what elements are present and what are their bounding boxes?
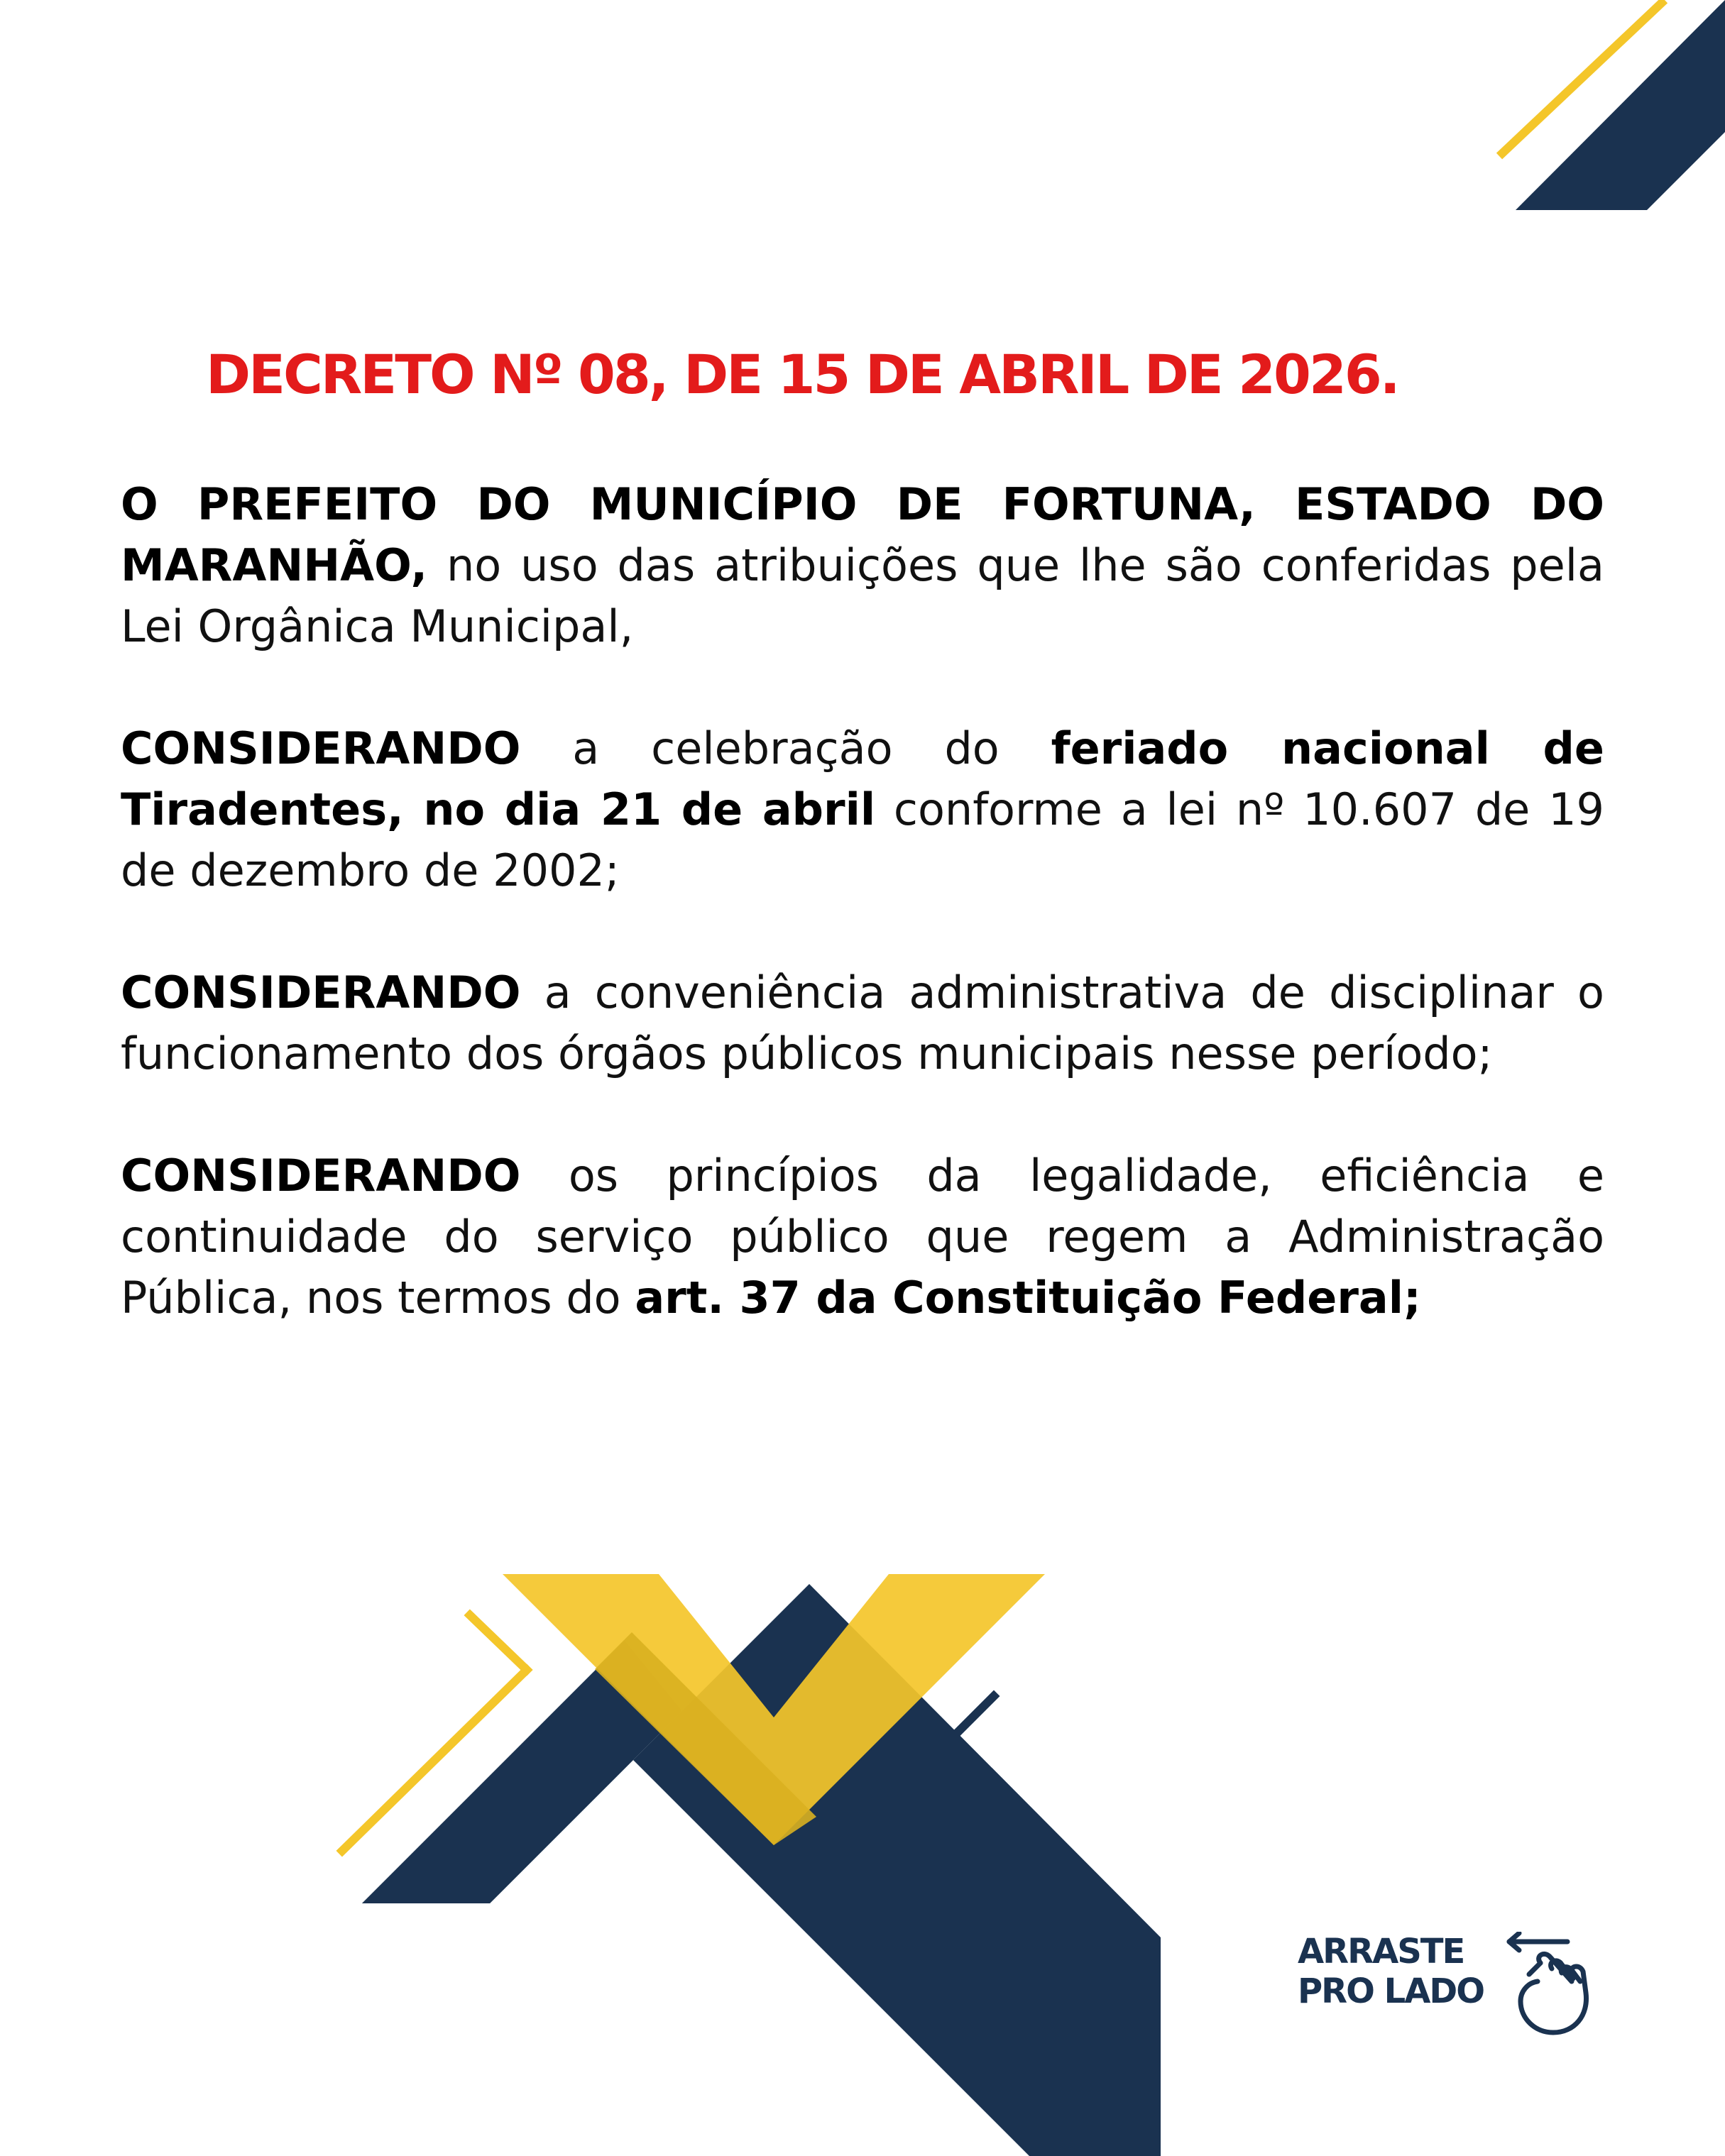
swipe-hint — [1298, 1932, 1596, 2038]
paragraph-considerando-1 — [121, 718, 1604, 901]
swipe-hint-line-1: ARRASTE — [1298, 1932, 1464, 1971]
preamble-bold: O PREFEITO DO MUNICÍPIO DE FORTUNA, ESTADO DO MARANHÃO, — [121, 478, 1604, 591]
paragraph-considerando-2 — [121, 962, 1604, 1084]
considerando-label: CONSIDERANDO — [121, 967, 521, 1018]
decree-title: DECRETO Nº 08, DE 15 DE ABRIL DE 2026. — [206, 343, 1398, 406]
paragraph-preamble — [121, 474, 1604, 657]
considerando-2-text: a conveniência administrativa de disciplinar o funcionamento dos órgãos públicos municipais nesse período; — [121, 967, 1604, 1079]
preamble-text: no uso das atribuições que lhe são conferidas pela Lei Orgânica Municipal, — [121, 539, 1604, 652]
considerando-3-bold-article: art. 37 da Constituição Federal; — [635, 1272, 1421, 1324]
yellow-chevron-line — [470, 1615, 527, 1670]
considerando-label: CONSIDERANDO — [121, 722, 521, 774]
swipe-hand-icon — [1504, 1932, 1596, 2038]
considerando-1-bold-holiday: feriado nacional de Tiradentes, no dia 21 de abril — [121, 722, 1604, 835]
swipe-hint-text — [1298, 1932, 1511, 2011]
top-navy-band — [1516, 0, 1725, 210]
considerando-1-text-a: a celebração do — [520, 722, 1051, 774]
paragraph-considerando-3 — [121, 1145, 1604, 1329]
considerando-label: CONSIDERANDO — [121, 1150, 521, 1201]
swipe-hint-line-2: PRO LADO — [1298, 1971, 1484, 2011]
decree-body — [121, 474, 1604, 1390]
considerando-3-text: os princípios da legalidade, eficiência e continuidade do serviço público que regem a Administração Pública, nos termos do — [121, 1150, 1604, 1324]
considerando-1-text-b: conforme a lei nº 10.607 de 19 de dezembro de 2002; — [121, 783, 1604, 896]
